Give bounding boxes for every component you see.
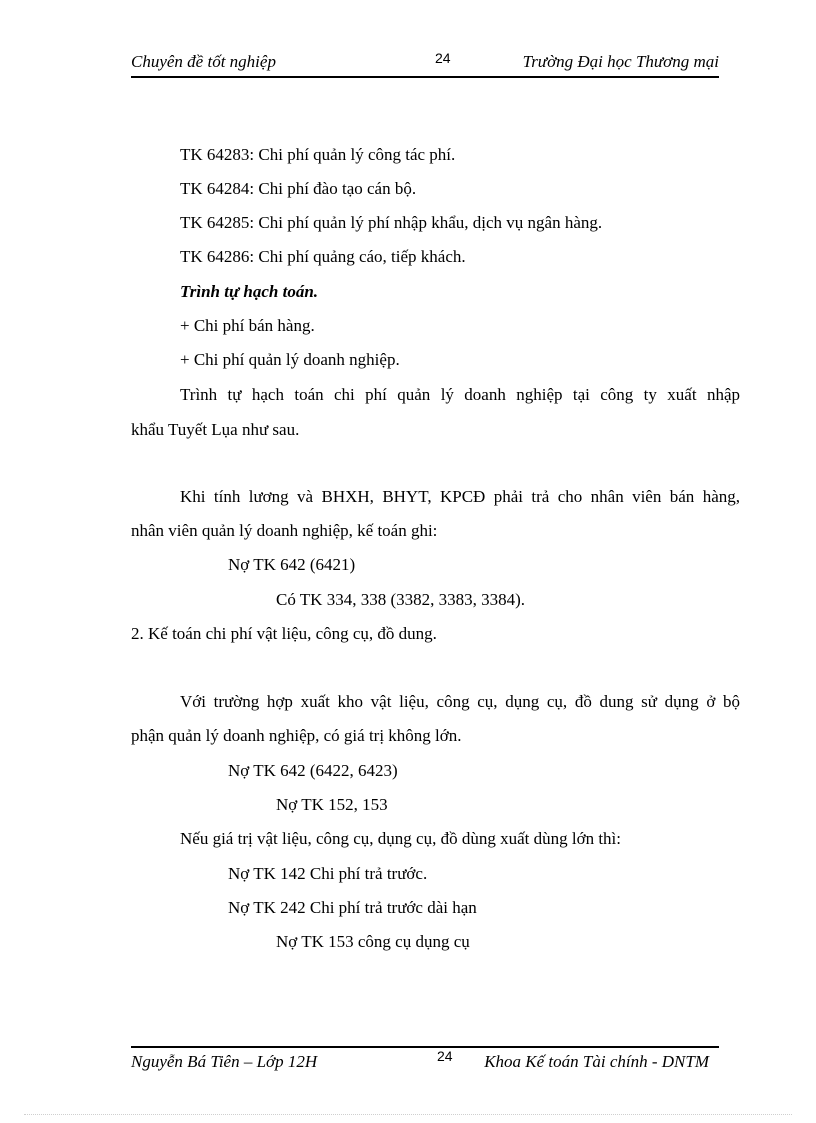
paragraph-2-line-2: nhân viên quản lý doanh nghiệp, kế toán ghi:	[131, 521, 438, 540]
section-heading-trinh-tu: Trình tự hạch toán.	[180, 282, 319, 301]
footer-page-number: 24	[437, 1048, 453, 1064]
footer-faculty: Khoa Kế toán Tài chính - DNTM	[484, 1052, 709, 1071]
paragraph-1-line-2: khẩu Tuyết Lụa như sau.	[131, 420, 300, 439]
paragraph-1-line-1: Trình tự hạch toán chi phí quản lý doanh nghiệp tại công ty xuất nhập	[180, 385, 740, 404]
entry-3-line-1: Nợ TK 142 Chi phí trả trước.	[228, 864, 428, 883]
account-64283-line: TK 64283: Chi phí quản lý công tác phí.	[180, 145, 456, 164]
paragraph-4: Nếu giá trị vật liệu, công cụ, dụng cụ, đồ dùng xuất dùng lớn thì:	[180, 829, 621, 848]
paragraph-2-line-1: Khi tính lương và BHXH, BHYT, KPCĐ phải trả cho nhân viên bán hàng,	[180, 487, 740, 506]
header-university-name: Trường Đại học Thương mại	[522, 52, 719, 71]
page-bottom-divider	[24, 1114, 792, 1115]
page-footer	[131, 1046, 719, 1072]
entry-2-debit: Nợ TK 642 (6422, 6423)	[228, 761, 398, 780]
header-page-number: 24	[435, 50, 451, 66]
account-64284-line: TK 64284: Chi phí đào tạo cán bộ.	[180, 179, 417, 198]
footer-author: Nguyễn Bá Tiên – Lớp 12H	[131, 1052, 318, 1071]
page-header	[131, 52, 719, 78]
entry-3-line-3: Nợ TK 153 công cụ dụng cụ	[276, 932, 470, 951]
list-item-ban-hang: + Chi phí bán hàng.	[180, 316, 315, 335]
entry-3-line-2: Nợ TK 242 Chi phí trả trước dài hạn	[228, 898, 477, 917]
account-64285-line: TK 64285: Chi phí quản lý phí nhập khẩu, dịch vụ ngân hàng.	[180, 213, 603, 232]
section-2-title: 2. Kế toán chi phí vật liệu, công cụ, đồ dung.	[131, 624, 437, 643]
list-item-quan-ly: + Chi phí quản lý doanh nghiệp.	[180, 350, 400, 369]
header-thesis-title: Chuyên đề tốt nghiệp	[131, 52, 276, 71]
entry-2-credit: Nợ TK 152, 153	[276, 795, 388, 814]
entry-1-credit: Có TK 334, 338 (3382, 3383, 3384).	[276, 590, 526, 609]
entry-1-debit: Nợ TK 642 (6421)	[228, 555, 356, 574]
account-64286-line: TK 64286: Chi phí quảng cáo, tiếp khách.	[180, 247, 466, 266]
paragraph-3-line-1: Với trường hợp xuất kho vật liệu, công cụ, dụng cụ, đồ dung sử dụng ở bộ	[180, 692, 740, 711]
paragraph-3-line-2: phận quản lý doanh nghiệp, có giá trị không lớn.	[131, 726, 462, 745]
